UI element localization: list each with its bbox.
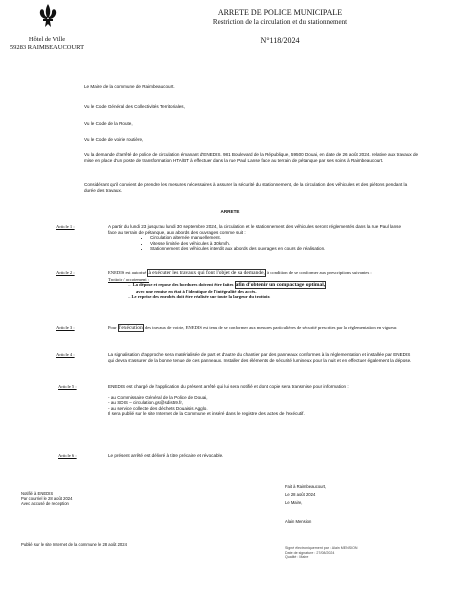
page-title: ARRETE DE POLICE MUNICIPALE <box>217 8 343 17</box>
list-item-text: afin d'obtenir un compactage optimal, <box>235 282 326 289</box>
notification-line: Avec accusé de reception <box>21 501 69 507</box>
arrete-heading: ARRETE <box>220 209 240 214</box>
article-3-text-a: Pour <box>108 325 117 330</box>
esign-line: Qualité : Maire <box>285 555 309 560</box>
preamble-line: Le Maire de la commune de Raimbeaucourt. <box>84 84 175 89</box>
preamble-paragraph: Vu la demande d'arrêté de police de circulation émanant d'ENEDIS. 981 Boulevard de la République, 59500 Douai, en date de 26 août 2024. relative aux travaux de mise en place d'un poste de transformation HTA/BT à effectuer dans la rue Paul Lanse face au terrain de pétanque par ses soins à Raimbeaucourt. <box>84 152 419 163</box>
esign-line: Date de signature : 27/08/2024 <box>285 550 335 555</box>
notification-line: Par courriel le 28 août 2024 <box>21 496 73 502</box>
mairie-line2: 59283 RAIMBEAUCOURT <box>9 44 85 51</box>
list-item: – Le reprise des enrobés doit être réalisée sur toute la largeur du trottoir. <box>128 294 271 300</box>
mairie-name <box>2 36 92 52</box>
list-item: - au SDIS – circulation.gs@sdis59.fr, <box>108 400 183 406</box>
signature-line: Fait à Raimbeaucourt, <box>285 484 327 489</box>
title-block <box>190 8 370 46</box>
article-label: Article 1 : <box>56 224 75 229</box>
list-item: avec une remise en état à l'identique de l'intégralité des accès. <box>136 288 257 294</box>
article-1-body: A partir du lundi 23 jusqu'au lundi 30 septembre 2024, la circulation et le stationnement des véhicules seront réglementés dans la rue Paul lanse face au terrain de pétanque, aux abords des ouvrages comme suit : <box>108 224 402 235</box>
article-5-footer: Il sera publié sur le site Internet de la Commune et inséré dans le registre des actes de l'exécutif. <box>108 411 305 417</box>
signature-block <box>285 484 405 524</box>
mairie-line1: Hôtel de Ville <box>28 36 66 43</box>
article-3-text-c: des travaux de voirie, ENEDIS est tenu de se conformer aux mesures particulières de sécurité prescrites par la réglementation en vigueur. <box>144 325 398 330</box>
signature-line: Le 28 août 2024 <box>285 492 316 498</box>
preamble-paragraph: Considérant qu'il convient de prendre les mesures nécessaires à assurer la sécurité du stationnement, de la circulation des véhicules et des piétons pendant la durée des travaux. <box>84 182 408 193</box>
list-item-text: Le reprise des enrobés doit être réalisée sur toute la largeur du trottoir. <box>131 294 271 300</box>
article-4-text: La signalisation d'approche sera matérialisée de part et d'autre du chantier par des panneaux conformes à la réglementation et installée par ENEDIS qui devra s'assurer de la bonne tenue de ces panneaux. Installer des éléments de sécurité lumineux pour la nuit et en effectuer également la dépose. <box>108 352 412 363</box>
page-subtitle: Restriction de la circulation et du stationnement <box>212 18 348 26</box>
preamble-line: Vu le Code Général des Collectivités Territoriales, <box>84 104 185 109</box>
notification-line: Notifié à ENEDIS <box>21 491 54 496</box>
list-item: • Vitesse limitée des véhicules à 30km/h. <box>150 241 408 247</box>
list-item: – La dépose et repose des bordures doivent être faites afin d'obtenir un compactage optimal, <box>128 282 326 289</box>
article-1-list <box>108 235 408 252</box>
list-item: • Stationnement des véhicules interdit aux abords des ouvrages en cours de réalisation. <box>150 246 408 252</box>
fleur-de-lys-logo <box>34 2 62 30</box>
article-5-text <box>108 384 413 417</box>
publication-note: Publié sur le site Internet de la commune le 28 août 2024 <box>21 542 127 547</box>
article-5-body: ENEDIS est chargé de l'application du présent arrêté qui lui sera notifié et dont copie sera transmise pour information : <box>108 384 349 389</box>
list-item-text: au service collecte des déchets Douaisis Agglo. <box>110 405 208 411</box>
article-1-text <box>108 224 408 252</box>
esign-line: Signé électroniquement par : Alain MENSION <box>285 546 358 550</box>
article-3-text <box>108 325 413 332</box>
list-item-text: au Commissaire Général de la Police de Douai, <box>110 394 208 400</box>
article-2-text <box>108 270 413 300</box>
article-2-sublabel: Trottoir / accotement : <box>108 276 150 282</box>
signature-line: Le Maire, <box>285 500 303 506</box>
article-3-text-b: l'exécution <box>118 325 143 331</box>
article-label: Article 5 : <box>58 384 77 389</box>
list-item: - au service collecte des déchets Douaisis Agglo. <box>108 405 208 411</box>
list-item-text: La dépose et repose des bordures doivent être faites <box>132 282 234 288</box>
article-2-text-b: à exécuter les travaux qui font l'objet de sa demande, <box>148 270 265 276</box>
article-label: Article 6 : <box>58 453 77 458</box>
article-label: Article 3 : <box>56 325 75 330</box>
article-label: Article 2 : <box>56 270 75 275</box>
article-2-list <box>108 282 413 300</box>
list-item-text: au SDIS – circulation.gs@sdis59.fr, <box>110 400 183 406</box>
article-2-text-c: à condition de se conformer aux prescriptions suivantes : <box>267 270 372 275</box>
notification-block <box>21 491 161 507</box>
preamble-line: Vu le Code de la Route, <box>84 121 133 126</box>
article-6-text: Le présent arrêté est délivré à titre précaire et révocable. <box>108 453 224 458</box>
list-item: • Circulation alternée manuellement. <box>150 235 408 241</box>
preamble-line: Vu le Code de voirie routière, <box>84 137 144 142</box>
electronic-signature <box>285 546 415 560</box>
arrete-number: N°118/2024 <box>260 36 300 45</box>
signatory-name: Alain Mension <box>285 518 312 524</box>
article-label: Article 4 : <box>56 352 75 357</box>
article-2-text-a: ENEDIS est autorisé <box>108 270 147 275</box>
list-item: - au Commissaire Général de la Police de Douai, <box>108 394 208 400</box>
